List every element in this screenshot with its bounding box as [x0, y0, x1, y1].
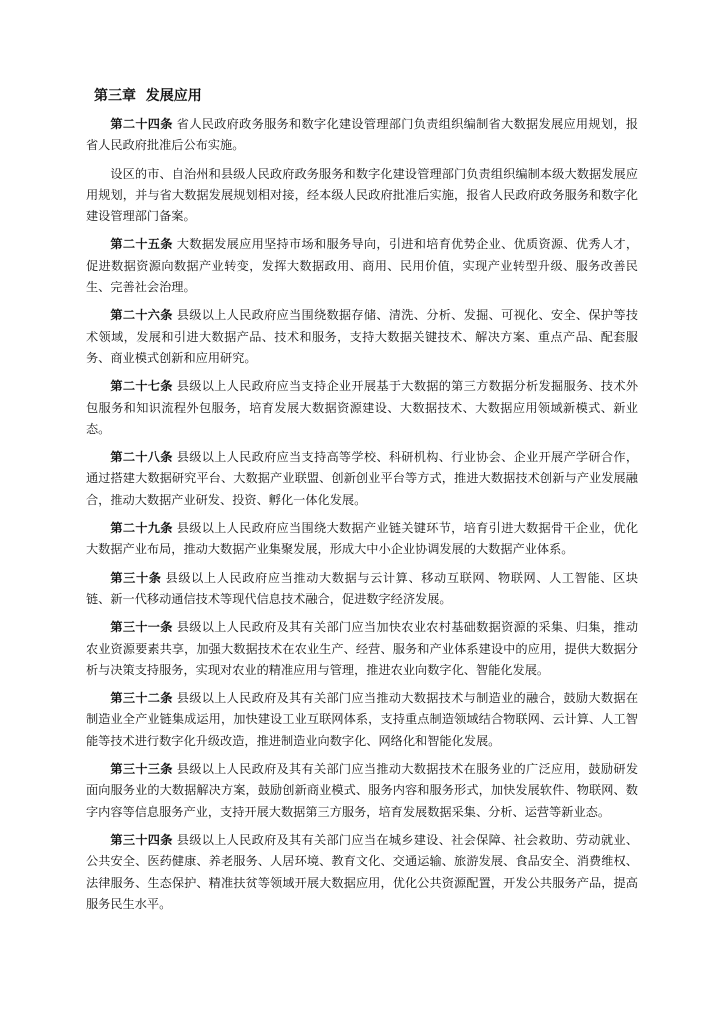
article-number: 第二十九条 — [110, 521, 173, 536]
article-number: 第三十四条 — [110, 832, 173, 847]
article-27 — [86, 376, 638, 440]
article-25 — [86, 234, 638, 298]
article-text: 县级以上人民政府及其有关部门应当在城乡建设、社会保障、社会救助、劳动就业、公共安全、医药健康、养老服务、人居环境、教育文化、交通运输、旅游发展、食品安全、消费维权、法律服务、生态保护、精准扶贫等领域开展大数据应用，优化公共资源配置，开发公共服务产品，提高服务民生水平。 — [86, 832, 639, 911]
article-24-para-2 — [86, 164, 638, 228]
article-text: 县级以上人民政府应当推动大数据与云计算、移动互联网、物联网、人工智能、区块链、新一代移动通信技术等现代信息技术融合，促进数字经济发展。 — [86, 570, 639, 606]
article-text: 县级以上人民政府应当围绕数据存储、清洗、分析、发掘、可视化、安全、保护等技术领域，发展和引进大数据产品、技术和服务，支持大数据关键技术、解决方案、重点产品、配套服务、商业模式创新和应用研究。 — [86, 308, 639, 365]
article-text: 县级以上人民政府及其有关部门应当推动大数据技术在服务业的广泛应用，鼓励研发面向服务业的大数据解决方案，鼓励创新商业模式、服务内容和服务形式，加快发展软件、物联网、数字内容等信息服务产业，支持开展大数据第三方服务，培育发展数据采集、分析、运营等新业态。 — [86, 762, 639, 819]
article-number: 第二十六条 — [110, 308, 173, 323]
article-text: 县级以上人民政府应当支持企业开展基于大数据的第三方数据分析发掘服务、技术外包服务和知识流程外包服务，培育发展大数据资源建设、大数据技术、大数据应用领域新模式、新业态。 — [86, 379, 639, 436]
article-number: 第三十二条 — [110, 691, 173, 706]
article-number: 第二十七条 — [110, 379, 173, 394]
article-24 — [86, 114, 638, 157]
article-number: 第二十四条 — [110, 117, 173, 131]
article-26 — [86, 305, 638, 369]
article-31 — [86, 617, 638, 681]
article-number: 第二十八条 — [110, 450, 173, 465]
article-text: 县级以上人民政府应当支持高等学校、科研机构、行业协会、企业开展产学研合作，通过搭建大数据研究平台、大数据产业联盟、创新创业平台等方式，推进大数据技术创新与产业发展融合，推动大数据产业研发、投资、孵化一体化发展。 — [86, 450, 639, 507]
chapter-title: 第三章 发展应用 — [94, 88, 202, 104]
article-number: 第三十条 — [110, 570, 162, 585]
article-number: 第三十三条 — [110, 762, 173, 777]
article-text: 县级以上人民政府及其有关部门应当推动大数据技术与制造业的融合，鼓励大数据在制造业全产业链集成运用，加快建设工业互联网体系，支持重点制造领域结合物联网、云计算、人工智能等技术进行数字化升级改造，推进制造业向数字化、网络化和智能化发展。 — [86, 691, 639, 748]
article-33 — [86, 759, 638, 823]
article-29 — [86, 518, 638, 561]
article-text: 县级以上人民政府及其有关部门应当加快农业农村基础数据资源的采集、归集，推动农业资源要素共享，加强大数据技术在农业生产、经营、服务和产业体系建设中的应用，提供大数据分析与决策支持服务，实现对农业的精准应用与管理，推进农业向数字化、智能化发展。 — [86, 620, 639, 677]
article-30 — [86, 568, 638, 611]
article-34 — [86, 830, 638, 915]
article-text: 省人民政府政务服务和数字化建设管理部门负责组织编制省大数据发展应用规划，报省人民政府批准后公布实施。 — [86, 117, 639, 153]
article-number: 第三十一条 — [110, 620, 173, 635]
article-text: 县级以上人民政府应当围绕大数据产业链关键环节，培育引进大数据骨干企业，优化大数据产业布局，推动大数据产业集聚发展，形成大中小企业协调发展的大数据产业体系。 — [86, 521, 639, 557]
article-text: 设区的市、自治州和县级人民政府政务服务和数字化建设管理部门负责组织编制本级大数据发展应用规划，并与省大数据发展规划相对接，经本级人民政府批准后实施，报省人民政府政务服务和数字化建设管理部门备案。 — [86, 166, 638, 224]
article-text: 大数据发展应用坚持市场和服务导向，引进和培育优势企业、优质资源、优秀人才，促进数据资源向数据产业转变，发挥大数据政用、商用、民用价值，实现产业转型升级、服务改善民生、完善社会治理。 — [86, 237, 639, 295]
article-32 — [86, 688, 638, 752]
article-number: 第二十五条 — [110, 237, 173, 252]
article-28 — [86, 447, 638, 511]
